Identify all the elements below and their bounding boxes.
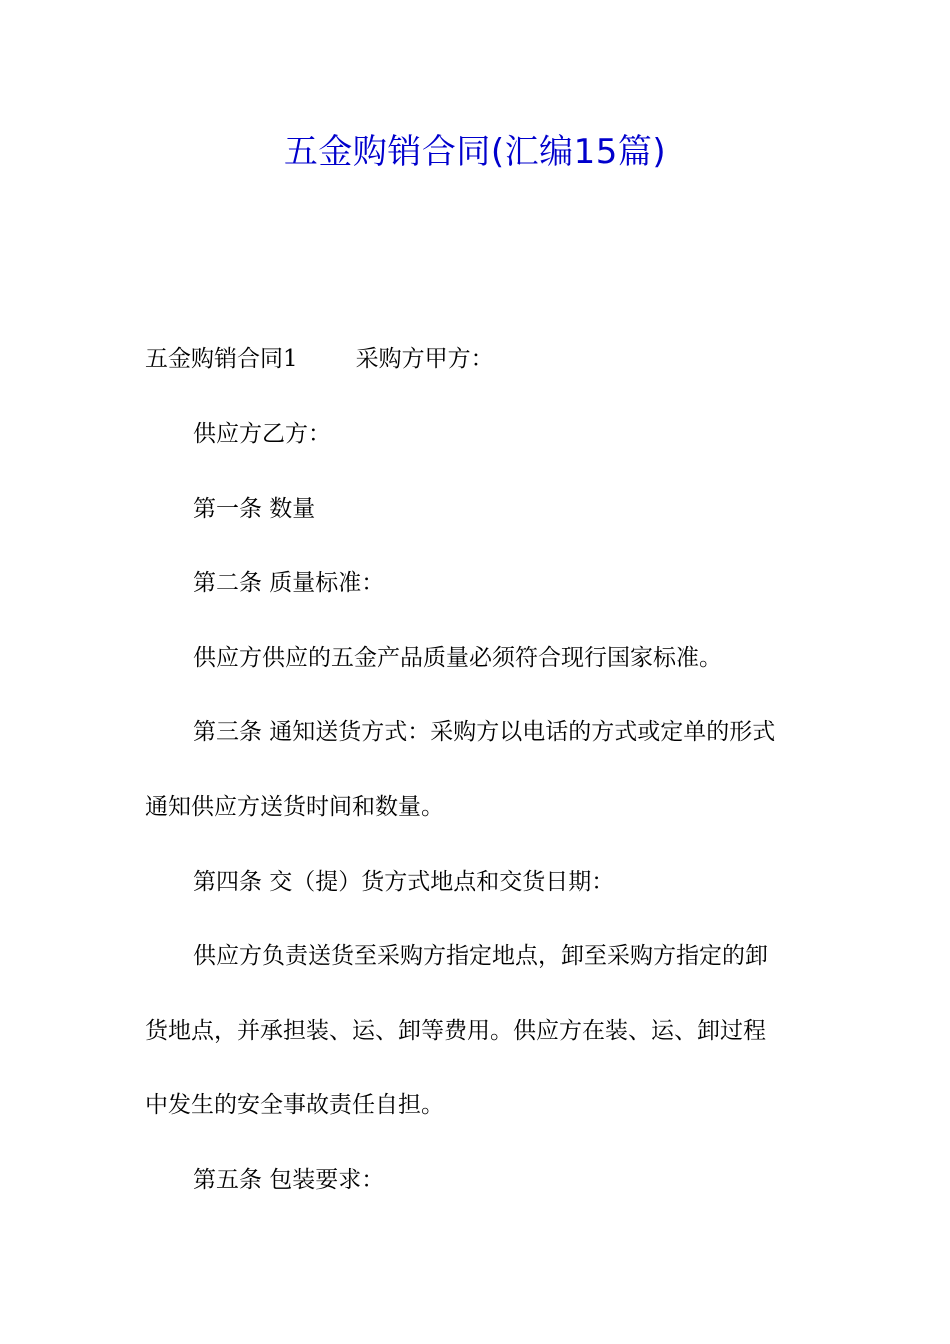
article-4: 第四条 交（提）货方式地点和交货日期： xyxy=(193,869,615,895)
article-1: 第一条 数量 xyxy=(193,496,316,522)
article-4-body-line-2: 货地点，并承担装、运、卸等费用。供应方在装、运、卸过程 xyxy=(145,1018,766,1044)
article-3-line-2: 通知供应方送货时间和数量。 xyxy=(145,794,444,820)
document-title: 五金购销合同(汇编15篇) xyxy=(283,132,667,172)
article-5: 第五条 包装要求： xyxy=(193,1167,385,1193)
section-heading: 五金购销合同1 xyxy=(145,346,298,372)
article-4-body-line-3: 中发生的安全事故责任自担。 xyxy=(145,1092,444,1118)
article-2-body: 供应方供应的五金产品质量必须符合现行国家标准。 xyxy=(193,645,722,671)
heading-line xyxy=(145,343,494,375)
article-3-line-1: 第三条 通知送货方式：采购方以电话的方式或定单的形式 xyxy=(193,719,776,745)
article-4-body-line-1: 供应方负责送货至采购方指定地点，卸至采购方指定的卸 xyxy=(193,943,768,969)
supplier-party-line: 供应方乙方： xyxy=(193,421,331,447)
buyer-party-line: 采购方甲方： xyxy=(355,346,494,372)
article-2: 第二条 质量标准： xyxy=(193,570,385,596)
